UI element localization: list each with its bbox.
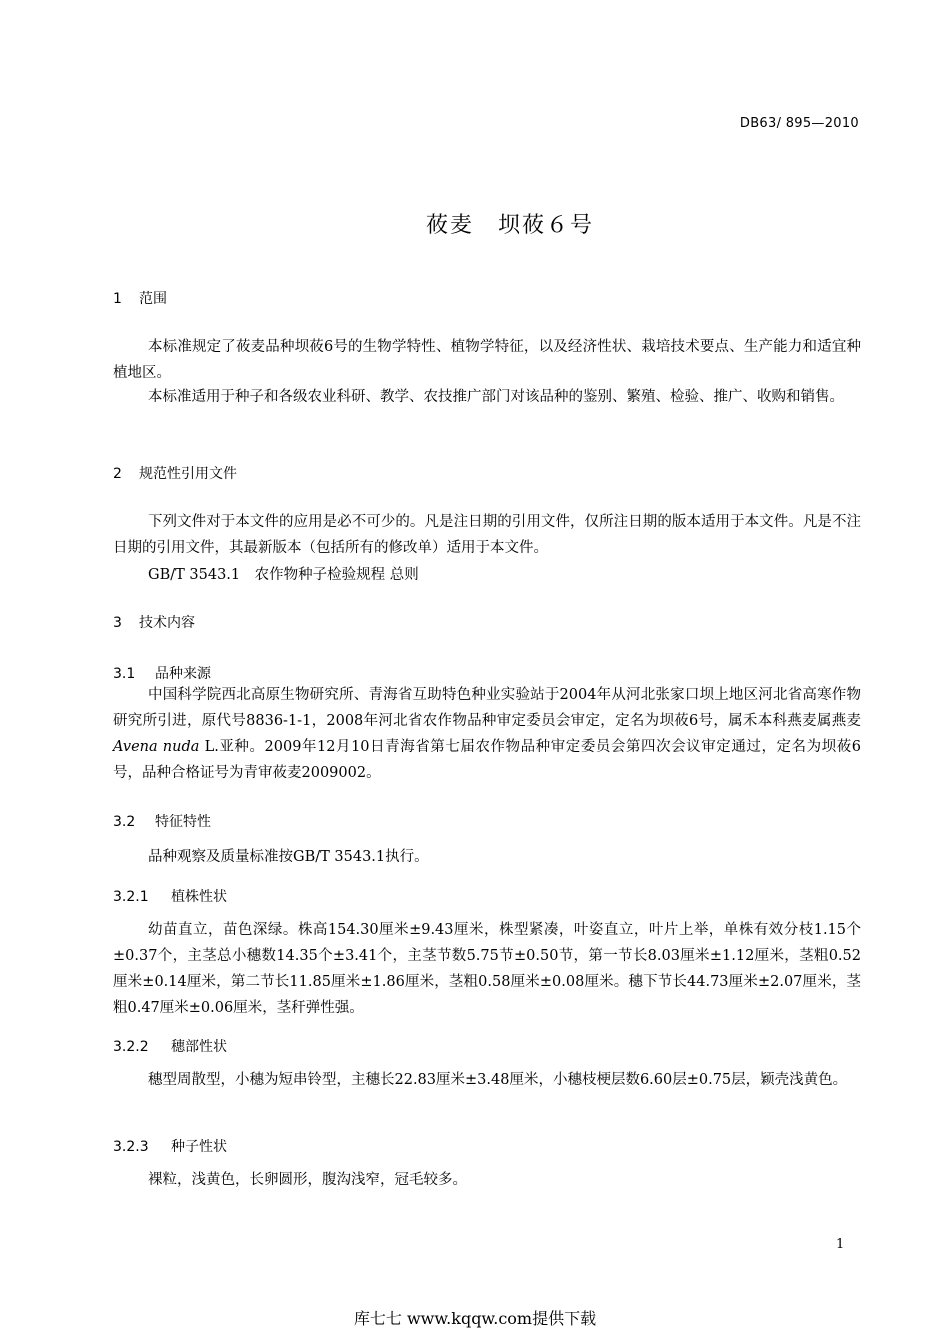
section-1-heading xyxy=(113,288,167,308)
section-number: 3.2.2 xyxy=(113,1039,149,1055)
section-2-heading xyxy=(113,463,237,483)
section-3-heading xyxy=(113,612,195,632)
species-name: Avena nuda xyxy=(113,739,200,755)
section-3-2-2-heading xyxy=(113,1036,227,1056)
section-title: 植株性状 xyxy=(171,889,227,905)
section-number: 3 xyxy=(113,615,122,631)
section-number: 3.2.3 xyxy=(113,1139,149,1155)
section-title: 品种来源 xyxy=(155,666,211,682)
section-3-2-1-paragraph: 幼苗直立，苗色深绿。株高154.30厘米±9.43厘米，株型紧凑，叶姿直立，叶片上举，单株有效分枝1.15个±0.37个，主茎总小穗数14.35个±3.41个，主茎节数5.75节±0.50节，第一节长8.03厘米±1.12厘米，茎粗0.52厘米±0.14厘米，第二节长11.85厘米±1.86厘米，茎粗0.58厘米±0.08厘米。穗下节长44.73厘米±2.07厘米，茎粗0.47厘米±0.06厘米，茎秆弹性强。 xyxy=(113,922,861,1016)
section-title: 种子性状 xyxy=(171,1139,227,1155)
section-title: 穗部性状 xyxy=(171,1039,227,1055)
text-run: 中国科学院西北高原生物研究所、青海省互助特色种业实验站于2004年从河北张家口坝上地区河北省高寒作物研究所引进，原代号8836-1-1，2008年河北省农作物品种审定委员会审定，定名为坝莜6号，属禾本科燕麦属燕麦 xyxy=(113,687,861,729)
section-number: 2 xyxy=(113,466,122,482)
section-3-2-paragraph: 品种观察及质量标准按GB/T 3543.1执行。 xyxy=(148,849,429,865)
section-number: 3.1 xyxy=(113,666,136,682)
section-number: 1 xyxy=(113,291,122,307)
section-number: 3.2 xyxy=(113,814,136,830)
section-title: 范围 xyxy=(139,291,167,307)
section-1-paragraph-2: 本标准适用于种子和各级农业科研、教学、农技推广部门对该品种的鉴别、繁殖、检验、推广、收购和销售。 xyxy=(148,389,844,405)
footer-watermark: 库七七 www.kqqw.com提供下载 xyxy=(353,1309,597,1328)
section-3-1-paragraph xyxy=(113,682,861,786)
section-2-paragraph-1: 下列文件对于本文件的应用是必不可少的。凡是注日期的引用文件，仅所注日期的版本适用于本文件。凡是不注日期的引用文件，其最新版本（包括所有的修改单）适用于本文件。 xyxy=(113,514,861,556)
section-3-2-3-paragraph: 裸粒，浅黄色，长卵圆形，腹沟浅窄，冠毛较多。 xyxy=(148,1172,467,1188)
section-3-1-heading xyxy=(113,663,211,683)
normative-reference: GB/T 3543.1 农作物种子检验规程 总则 xyxy=(148,567,419,583)
text-run: L.亚种。2009年12月10日青海省第七届农作物品种审定委员会第四次会议审定通过，定名为坝莜6号，品种合格证号为青审莜麦2009002。 xyxy=(113,739,861,781)
section-title: 特征特性 xyxy=(155,814,211,830)
section-3-2-2-paragraph: 穗型周散型，小穗为短串铃型，主穗长22.83厘米±3.48厘米，小穗枝梗层数6.60层±0.75层，颖壳浅黄色。 xyxy=(148,1072,848,1088)
section-3-2-3-heading xyxy=(113,1136,227,1156)
document-title: 莜麦 坝莜６号 xyxy=(425,213,594,238)
section-3-2-1-heading xyxy=(113,886,227,906)
section-number: 3.2.1 xyxy=(113,889,149,905)
document-code: DB63/ 895—2010 xyxy=(739,116,859,131)
section-3-2-heading xyxy=(113,811,211,831)
page-number: 1 xyxy=(836,1237,845,1252)
section-title: 规范性引用文件 xyxy=(139,466,237,482)
section-1-paragraph-1: 本标准规定了莜麦品种坝莜6号的生物学特性、植物学特征，以及经济性状、栽培技术要点、生产能力和适宜种植地区。 xyxy=(113,339,861,381)
section-title: 技术内容 xyxy=(139,615,195,631)
